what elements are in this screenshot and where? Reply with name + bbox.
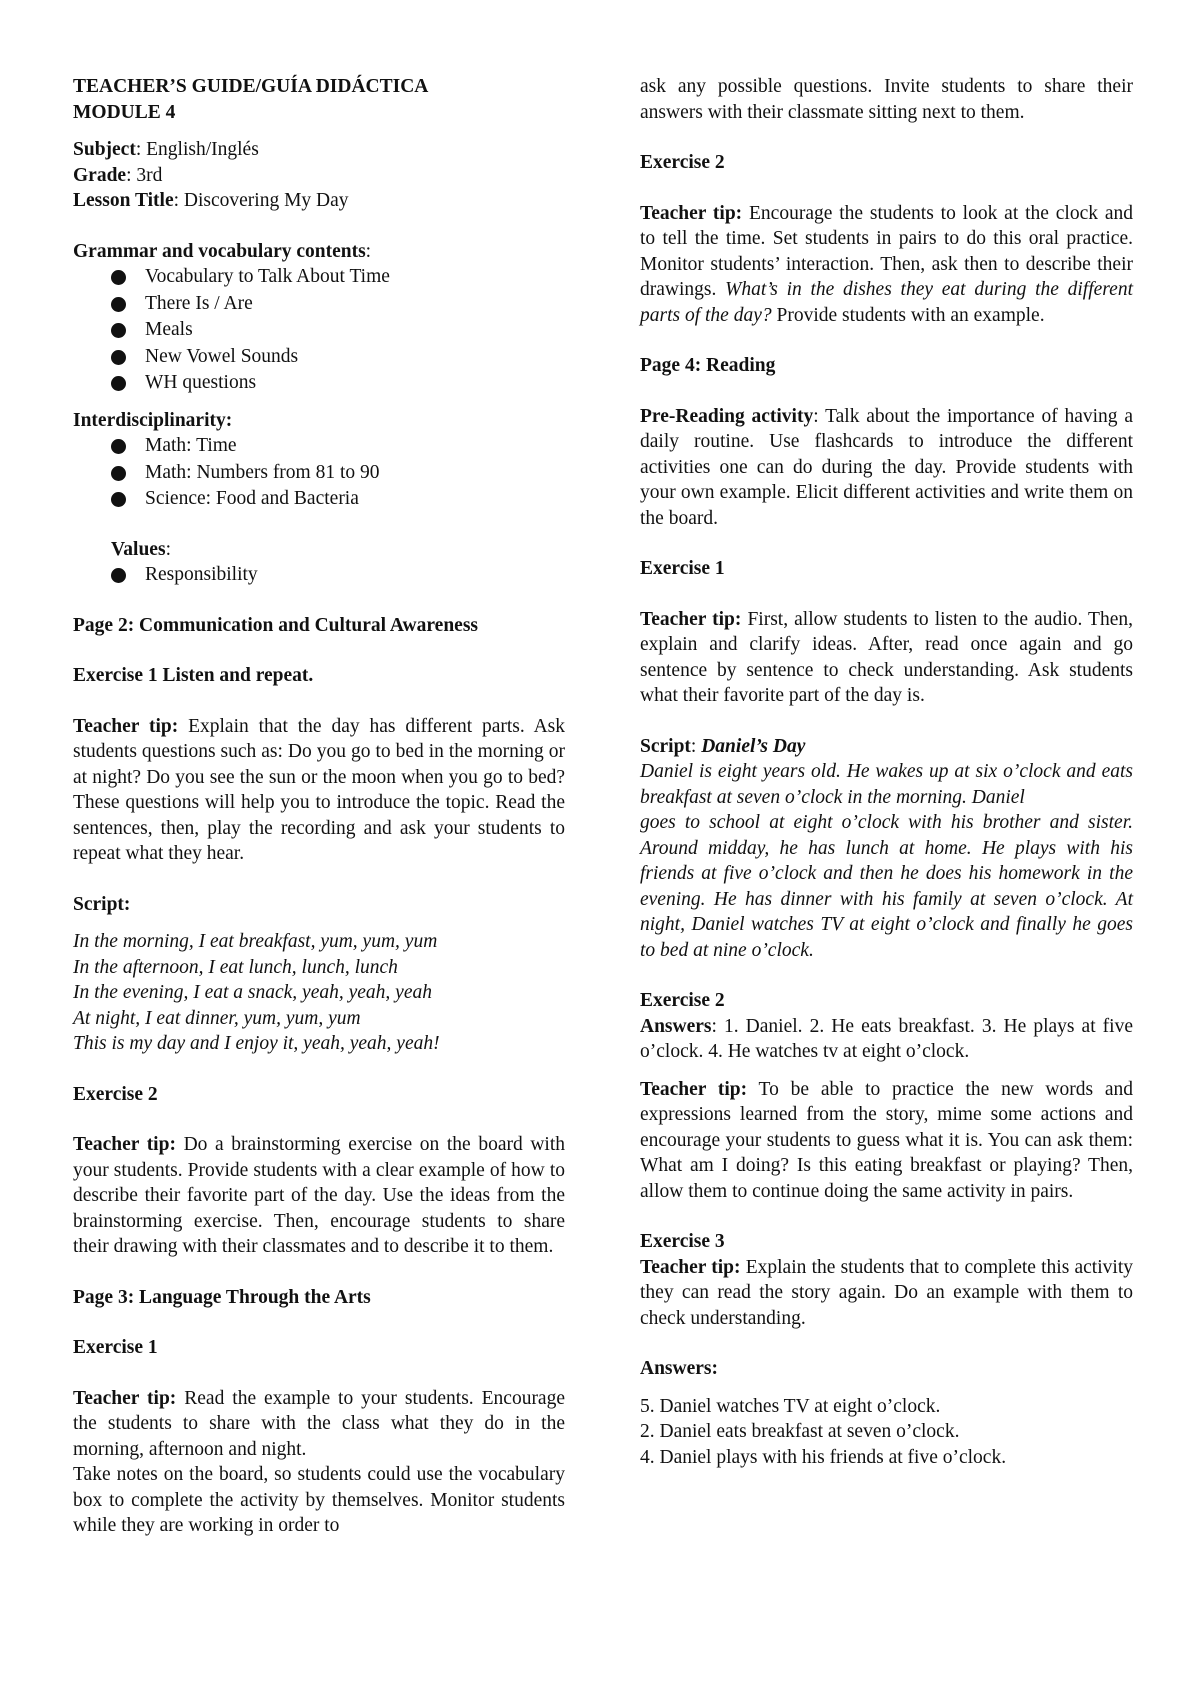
script-line: In the morning, I eat breakfast, yum, yum, yum (73, 931, 438, 952)
subject-value: : English/Inglés (135, 139, 259, 160)
values-list (73, 562, 565, 588)
list-item: There Is / Are (111, 291, 565, 317)
left-column (73, 74, 565, 1539)
list-item: Meals (111, 317, 565, 343)
script-title-line: Script: Daniel’s Day (640, 735, 806, 757)
exercise-heading: Exercise 2 (640, 152, 725, 173)
grade-label: Grade (73, 164, 127, 186)
grade-line (73, 163, 565, 189)
exercise-heading: Exercise 2 (640, 990, 725, 1011)
list-item: Vocabulary to Talk About Time (111, 264, 565, 290)
section-heading: Page 2: Communication and Cultural Awareness (73, 614, 478, 636)
exercise-heading: Exercise 1 (73, 1337, 158, 1358)
script-title: Daniel’s Day (701, 735, 806, 757)
story-text: goes to school at eight o’clock with his brother and sister. Around midday, he has lunch at home. He plays with his friends at five o’clock and then he does his homework in the evening. He has dinner with his family at seven o’clock. At night, Daniel watches TV at eight o’clock and finally he goes to bed at nine o’clock. (640, 812, 1133, 961)
subject-label: Subject (73, 139, 136, 160)
script-line: At night, I eat dinner, yum, yum, yum (73, 1007, 361, 1029)
list-item: Science: Food and Bacteria (111, 486, 565, 512)
list-item: 2. Daniel eats breakfast at seven o’clock. (640, 1421, 960, 1442)
exercise-heading: Exercise 1 (640, 558, 725, 579)
teacher-tip: Teacher tip: First, allow students to listen to the audio. Then, explain and clarify ideas. After, read once again and go sentence by sentence to check understanding. Ask students what their favorite part of the day is. (640, 608, 1133, 706)
exercise-heading: Exercise 1 Listen and repeat. (73, 665, 314, 686)
teacher-tip: Teacher tip: Encourage the students to look at the clock and to tell the time. Set students in pairs to do this oral practice. Monitor students’ interaction. Then, ask then to describe their drawings. What’s in the dishes they eat during the different parts of the day? Provide students with an example. (640, 202, 1133, 326)
grammar-heading: Grammar and vocabulary contents: (73, 240, 372, 262)
list-item: Math: Time (111, 433, 565, 459)
lesson-value: : Discovering My Day (173, 190, 349, 211)
answers-line: Answers: 1. Daniel. 2. He eats breakfast. 3. He plays at five o’clock. 4. He watches tv at eight o’clock. (640, 1015, 1133, 1062)
story-text: Daniel is eight years old. He wakes up at six o’clock and eats breakfast at seven o’clock in the morning. Daniel (640, 761, 1133, 808)
pre-reading-activity: Pre-Reading activity: Talk about the importance of having a daily routine. Use flashcards to introduce the different activities one can do during the day. Provide students with your own example. Elicit different activities and write them on the board. (640, 405, 1133, 529)
list-item: New Vowel Sounds (111, 344, 565, 370)
teacher-tip: Teacher tip: Explain the students that to complete this activity they can read the story again. Do an example with them to check understanding. (640, 1256, 1133, 1329)
teacher-tip-label: Teacher tip: (640, 608, 742, 630)
pre-reading-label: Pre-Reading activity (640, 405, 814, 427)
teacher-tip: Teacher tip: Do a brainstorming exercise on the board with your students. Provide students with a clear example of how to describe their favorite part of the day. Use the ideas from the brainstorming exercise. Then, encourage students to share their drawing with their classmates and to describe it to them. (73, 1134, 565, 1257)
script-line: In the evening, I eat a snack, yeah, yeah, yeah (73, 982, 432, 1003)
teacher-tip-label: Teacher tip: (640, 1256, 741, 1278)
list-item: 4. Daniel plays with his friends at five o’clock. (640, 1446, 1007, 1468)
lesson-line (73, 188, 565, 214)
teacher-notes: Take notes on the board, so students could use the vocabulary box to complete the activity by themselves. Monitor students while they are working in order to (73, 1464, 565, 1536)
teacher-tip-label: Teacher tip: (640, 202, 743, 224)
right-column (640, 74, 1133, 1470)
teacher-tip-label: Teacher tip: (73, 1134, 176, 1155)
subject-line (73, 137, 565, 163)
list-item: WH questions (111, 370, 565, 396)
interdisciplinarity-heading: Interdisciplinarity: (73, 409, 233, 431)
list-item: 5. Daniel watches TV at eight o’clock. (640, 1395, 941, 1417)
teacher-tip: Teacher tip: To be able to practice the new words and expressions learned from the story, mime some actions and encourage your students to guess what it is. You can ask them: What am I doing? Is this eating breakfast or playing? Then, allow them to continue doing the same activity in pairs. (640, 1078, 1133, 1202)
list-item: Math: Numbers from 81 to 90 (111, 460, 565, 486)
script-heading: Script: (73, 893, 131, 915)
script-line: This is my day and I enjoy it, yeah, yeah, yeah! (73, 1033, 440, 1054)
module-label: MODULE 4 (73, 101, 176, 123)
interdisciplinarity-list (73, 433, 565, 512)
values-heading: Values: (111, 538, 171, 560)
teacher-tip: Teacher tip: Read the example to your students. Encourage the students to share with the class what they do in the morning, afternoon and night. (73, 1387, 565, 1460)
script-lines (73, 929, 565, 1057)
grammar-list (73, 264, 565, 396)
teacher-tip-label: Teacher tip: (73, 715, 179, 737)
teacher-tip: Teacher tip: Explain that the day has different parts. Ask students questions such as: Do you go to bed in the morning or at night? Do you see the sun or the moon when you go to bed? These questions will help you to introduce the topic. Read the sentences, then, play the recording and ask your students to repeat what they hear. (73, 715, 565, 864)
teacher-tip-label: Teacher tip: (640, 1078, 748, 1100)
teacher-tip-label: Teacher tip: (73, 1387, 177, 1409)
answers-heading: Answers: (640, 1358, 718, 1379)
exercise-heading: Exercise 3 (640, 1231, 725, 1252)
section-heading: Page 3: Language Through the Arts (73, 1286, 371, 1308)
answers-list (640, 1394, 1133, 1471)
answers-label: Answers (640, 1015, 712, 1037)
lesson-label: Lesson Title (73, 190, 174, 211)
document-title: TEACHER’S GUIDE/GUÍA DIDÁCTICA (73, 76, 429, 97)
continued-paragraph: ask any possible questions. Invite students to share their answers with their classmate sitting next to them. (640, 76, 1133, 123)
list-item: Responsibility (111, 562, 565, 588)
section-heading: Page 4: Reading (640, 355, 776, 376)
grade-value: : 3rd (126, 164, 163, 186)
exercise-heading: Exercise 2 (73, 1083, 158, 1105)
script-line: In the afternoon, I eat lunch, lunch, lunch (73, 956, 398, 978)
